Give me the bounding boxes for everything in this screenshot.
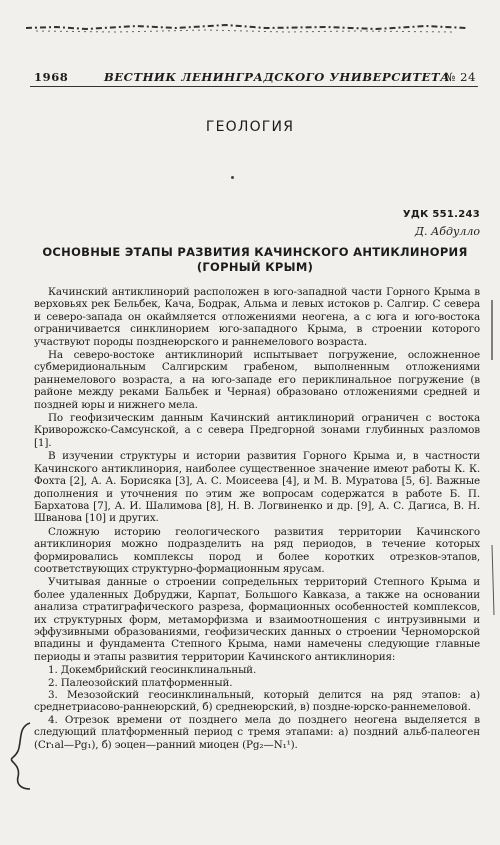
list-item: 1. Докембрийский геосинклинальный.	[48, 664, 257, 677]
list-item: 2. Палеозойский платформенный.	[48, 676, 233, 689]
section-heading: ГЕОЛОГИЯ	[205, 119, 295, 135]
margin-pencil-mark-lower	[489, 545, 497, 615]
handwritten-brace-mark	[8, 721, 32, 791]
paragraph: Учитывая данные о строении сопредельных территорий Степного Крыма и более удаленных Добруджи, Карпат, Большого Кавказа, а также на основании анализа стратиграфического разреза, формационных особенностей комплексов, их структурных форм, метаморфизма и взаимоотношения с интрузивными и эффузивными образованиями, геофизических данных о строении Черноморской впадины и фундамента Степного Крыма, нами намечены следующие главные периоды и этапы развития территории Качинского антиклинория:	[34, 576, 480, 663]
periods-list	[34, 664, 480, 751]
paragraph: По геофизическим данным Качинский антиклинорий ограничен с востока Криворожско-Самсунской, а с севера Предгорной зонами глубинных разломов [1].	[34, 412, 480, 449]
paragraph: На северо-востоке антиклинорий испытывает погружение, осложненное субмеридиональным Салгирским грабеном, выполненным отложениями раннемелового возраста, а на юго-западе его периклинальное погружение (в районе между реками Бальбек и Черная) образовано отложениями средней и поздней юры и нижнего мела.	[34, 349, 480, 411]
header-issue-number: № 24	[444, 70, 476, 84]
running-header	[34, 70, 484, 84]
header-rule	[30, 86, 478, 87]
title-line-1: ОСНОВНЫЕ ЭТАПЫ РАЗВИТИЯ КАЧИНСКОГО АНТИКЛИНОРИЯ	[42, 245, 468, 259]
paragraph: В изучении структуры и истории развития Горного Крыма и, в частности Качинского антиклинория, наиболее существенное значение имеют работы К. К. Фохта [2], А. А. Борисяка [3], А. С. Моисеева [4], и М. В. Муратова [5, 6]. Важные дополнения и уточнения по этим же вопросам содержатся в работе Б. П. Бархатова [7], А. И. Шалимова [8], Н. В. Логвиненко и др. [9], А. С. Дагиса, В. Н. Шванова [10] и других.	[34, 450, 480, 525]
list-item: 4. Отрезок времени от позднего мела до позднего неогена выделяется в следующий платформенный период с тремя этапами: а) поздний альб-палеоген (Cr₁al—Pg₁), б) эоцен—ранний миоцен (Pg₂—N₁¹).	[34, 713, 480, 751]
article-title	[20, 245, 490, 275]
article-body	[34, 286, 480, 751]
paragraph: Сложную историю геологического развития территории Качинского антиклинория можно подразделить на ряд периодов, в течение которых формировались комплексы пород и более коротких отрезков-этапов, соответствующих структурно-формационным ярусам.	[34, 525, 480, 575]
scan-dot	[231, 176, 234, 179]
udk-code: УДК 551.243	[402, 209, 480, 220]
paragraph: Качинский антиклинорий расположен в юго-западной части Горного Крыма в верховьях рек Бельбек, Кача, Бодрак, Альма и левых истоков р. Салгир. С севера и северо-запада он окаймляется отложениями неогена, а с юга и юго-востока ограничивается синклинорием юго-западного Крыма, в строении которого участвуют породы позднеюрского и раннемелового возраста.	[34, 286, 480, 348]
header-year: 1968	[34, 70, 69, 84]
title-line-2: (ГОРНЫЙ КРЫМ)	[196, 260, 314, 274]
margin-pencil-mark	[488, 300, 496, 360]
list-item: 3. Мезозойский геосинклинальный, который делится на ряд этапов: а) среднетриасово-раннеюрский, б) среднеюрский, в) поздне-юрско-раннемеловой.	[34, 689, 480, 714]
header-journal-title: ВЕСТНИК ЛЕНИНГРАДСКОГО УНИВЕРСИТЕТА	[104, 70, 451, 84]
scan-artifact-top-edge	[26, 22, 466, 34]
author-name: Д. Абдулло	[415, 225, 480, 238]
